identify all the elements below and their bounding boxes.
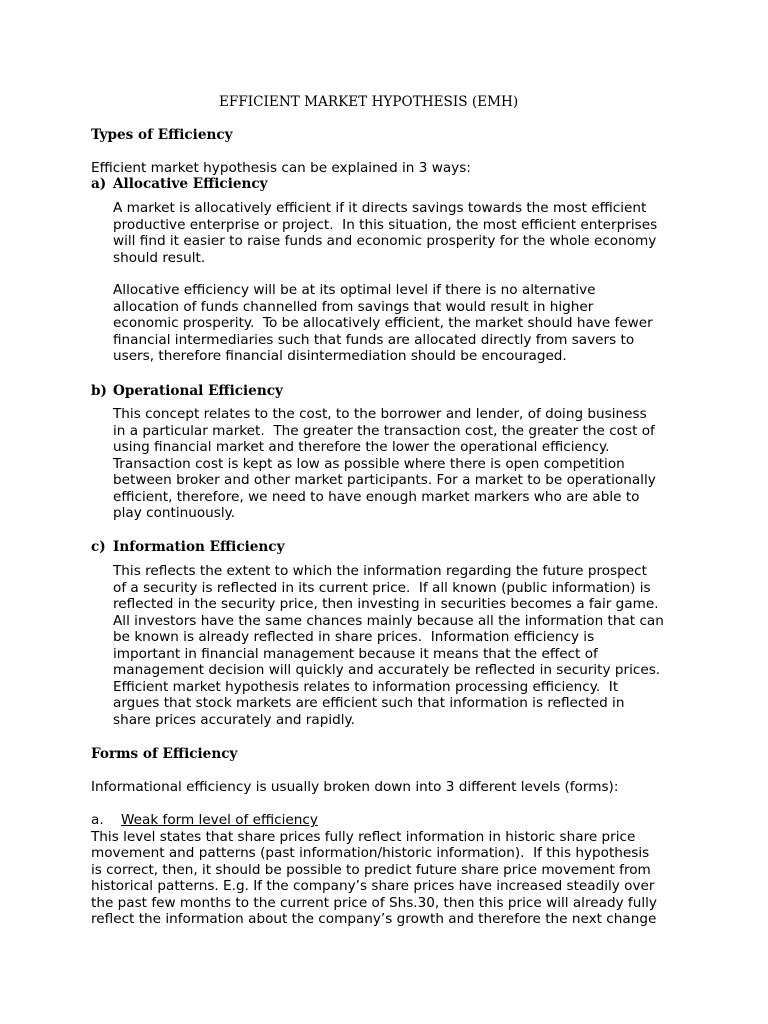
allocative-marker: a) [91, 176, 107, 192]
operational-marker: b) [91, 383, 107, 399]
paragraph-line: historical patterns. E.g. If the company’s share prices have increased steadily over [91, 878, 655, 894]
paragraph-line: important in financial management because it means that the effect of [113, 645, 598, 662]
paragraph-line: allocation of funds channelled from savings that would result in higher [113, 298, 594, 315]
types-heading: Types of Efficiency [91, 127, 233, 143]
information-heading: Information Efficiency [113, 539, 285, 555]
paragraph-line: will find it easier to raise funds and economic prosperity for the whole economy [113, 233, 657, 249]
paragraph-line: productive enterprise or project. In this situation, the most efficient enterprises [113, 216, 658, 233]
paragraph-line: using financial market and therefore the lower the operational efficiency. [113, 439, 610, 455]
paragraph-line: reflected in the security price, then investing in securities becomes a fair game. [113, 596, 659, 612]
paragraph-line: argues that stock markets are efficient such that information is reflected in [113, 695, 625, 711]
paragraph-line: between broker and other market participants. For a market to be operationally [113, 472, 656, 488]
forms-heading: Forms of Efficiency [91, 746, 238, 762]
paragraph-line: reflect the information about the company’s growth and therefore the next change [91, 911, 657, 927]
paragraph-line: of a security is reflected in its current price. If all known (public information) is [113, 579, 651, 596]
paragraph-line: efficient, therefore, we need to have enough market markers who are able to [113, 488, 640, 505]
weak-form-marker: a. [91, 812, 104, 828]
paragraph-line: play continuously. [113, 505, 236, 521]
paragraph-line: movement and patterns (past information/historic information). If this hypothesis [91, 845, 650, 861]
paragraph-line: share prices accurately and rapidly. [113, 711, 355, 728]
paragraph-line: economic prosperity. To be allocatively efficient, the market should have fewer [113, 315, 653, 331]
document-title: EFFICIENT MARKET HYPOTHESIS (EMH) [219, 94, 519, 110]
paragraph-line: Allocative efficiency will be at its optimal level if there is no alternative [113, 282, 596, 298]
paragraph-line: should result. [113, 249, 206, 266]
paragraph-line: users, therefore financial disintermediation should be encouraged. [113, 348, 567, 364]
allocative-heading: Allocative Efficiency [113, 176, 268, 192]
weak-form-heading: Weak form level of efficiency [121, 812, 318, 828]
paragraph-line: in a particular market. The greater the transaction cost, the greater the cost of [113, 422, 655, 439]
paragraph-line: is correct, then, it should be possible to predict future share price movement from [91, 861, 651, 878]
paragraph-line: financial intermediaries such that funds are allocated directly from savers to [113, 331, 635, 348]
paragraph-line: the past few months to the current price of Shs.30, then this price will already fully [91, 894, 657, 911]
paragraph-line: be known is already reflected in share prices. Information efficiency is [113, 629, 595, 645]
operational-heading: Operational Efficiency [113, 383, 283, 399]
paragraph-line: All investors have the same chances mainly because all the information that can [113, 612, 664, 629]
intro-line: Efficient market hypothesis can be explained in 3 ways: [91, 160, 471, 176]
paragraph-line: This level states that share prices fully reflect information in historic share price [91, 828, 636, 845]
information-marker: c) [91, 539, 106, 555]
paragraph-line: This reflects the extent to which the information regarding the future prospect [113, 563, 647, 579]
paragraph-line: management decision will quickly and accurately be reflected in security prices. [113, 662, 661, 678]
forms-intro: Informational efficiency is usually broken down into 3 different levels (forms): [91, 779, 619, 795]
paragraph-line: Transaction cost is kept as low as possible where there is open competition [113, 455, 625, 472]
paragraph-line: Efficient market hypothesis relates to information processing efficiency. It [113, 678, 619, 695]
paragraph-line: This concept relates to the cost, to the borrower and lender, of doing business [113, 406, 647, 422]
paragraph-line: A market is allocatively efficient if it directs savings towards the most efficient [113, 200, 647, 216]
